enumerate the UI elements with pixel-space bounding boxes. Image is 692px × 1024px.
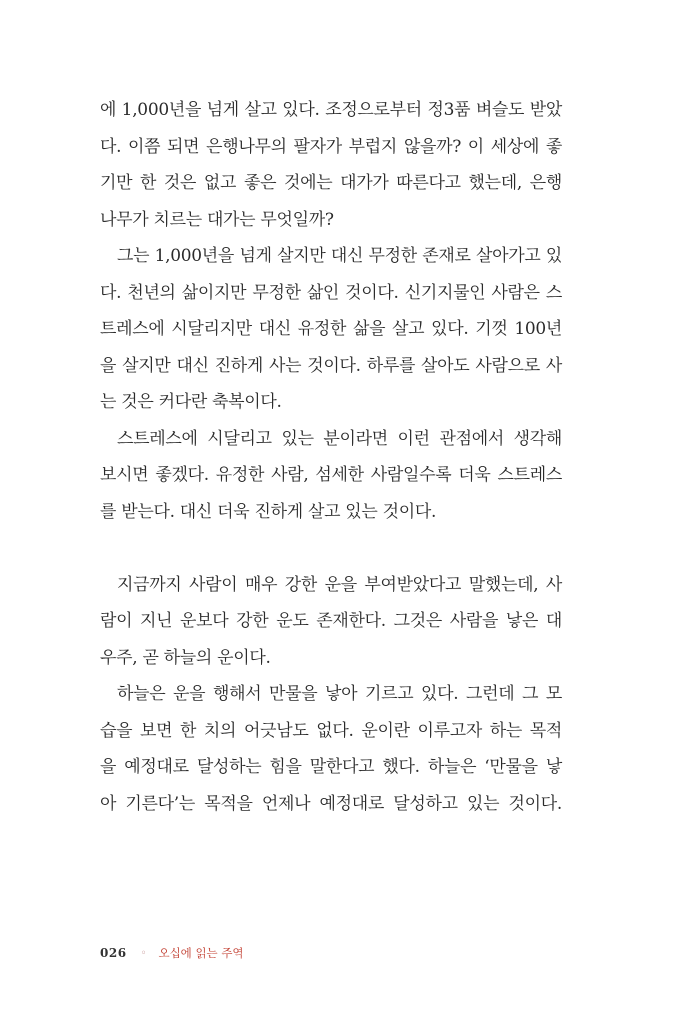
text-line: 우주, 곧 하늘의 운이다. [100, 647, 271, 668]
text-line: 습을 보면 한 치의 어긋남도 없다. 운이란 이루고자 하는 목적 [100, 720, 562, 741]
paragraph [100, 238, 562, 421]
text-line: 다. 천년의 삶이지만 무정한 삶인 것이다. 신기지물인 사람은 스 [100, 282, 562, 303]
paragraph [100, 421, 562, 531]
text-line: 스트레스에 시달리고 있는 분이라면 이런 관점에서 생각해 [117, 428, 562, 449]
section-break [100, 530, 562, 567]
separator-dot-icon: ◦ [140, 947, 147, 959]
text-line: 하늘은 운을 행해서 만물을 낳아 기르고 있다. 그런데 그 모 [117, 684, 562, 704]
body-text [100, 92, 562, 822]
paragraph [100, 92, 562, 238]
text-line: 에 1,000년을 넘게 살고 있다. 조정으로부터 정3품 벼슬도 받았 [100, 100, 562, 120]
text-line: 그는 1,000년을 넘게 살지만 대신 무정한 존재로 살아가고 있 [117, 246, 562, 266]
text-line: 다. 이쯤 되면 은행나무의 팔자가 부럽지 않을까? 이 세상에 좋 [100, 136, 562, 157]
text-line: 지금까지 사람이 매우 강한 운을 부여받았다고 말했는데, 사 [117, 574, 562, 595]
text-line: 보시면 좋겠다. 유정한 사람, 섬세한 사람일수록 더욱 스트레스 [100, 465, 562, 485]
text-line: 람이 지닌 운보다 강한 운도 존재한다. 그것은 사람을 낳은 대 [100, 611, 562, 631]
paragraph [100, 676, 562, 822]
text-line: 나무가 치르는 대가는 무엇일까? [100, 209, 334, 230]
text-line: 는 것은 커다란 축복이다. [100, 392, 282, 412]
running-title: 오십에 읽는 주역 [158, 946, 244, 960]
text-line: 기만 한 것은 없고 좋은 것에는 대가가 따른다고 했는데, 은행 [100, 173, 562, 193]
text-line: 를 받는다. 대신 더욱 진하게 살고 있는 것이다. [100, 501, 437, 522]
text-line: 아 기른다’는 목적을 언제나 예정대로 달성하고 있는 것이다. [100, 793, 562, 814]
paragraph [100, 567, 562, 677]
text-line: 트레스에 시달리지만 대신 유정한 삶을 살고 있다. 기껏 100년 [100, 319, 562, 339]
page-number: 026 [100, 946, 127, 960]
text-line: 을 예정대로 달성하는 힘을 말한다고 했다. 하늘은 ‘만물을 낳 [100, 757, 562, 777]
page-footer [100, 945, 244, 961]
text-line: 을 살지만 대신 진하게 사는 것이다. 하루를 살아도 사람으로 사 [100, 355, 562, 376]
